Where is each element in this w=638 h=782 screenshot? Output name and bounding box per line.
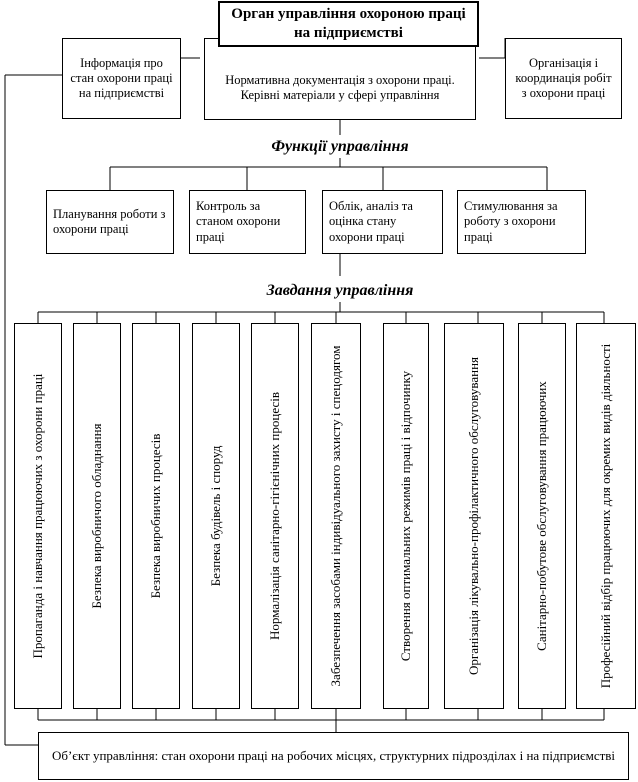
normative-docs-text: Нормативна документація з охорони праці. Керівні матеріали у сфері управління [225,72,455,102]
task-text: Нормалізація санітарно-гігієнічних процесів [266,392,282,640]
task-text: Безпека виробничих процесів [147,433,163,599]
task-column-process-safety [132,323,180,709]
management-body-title: Орган управління охороною праці на підприємстві [231,6,466,41]
function-box-control [189,190,306,254]
task-text: Забезпечення засобами індивідуального захисту і спецодягом [327,345,343,687]
management-body-title-box [218,1,479,47]
task-text: Організація лікувально-профілактичного обслуговування [465,356,481,676]
task-column-work-rest-regimes [383,323,429,709]
task-text: Санітарно-побутове обслуговування працюючих [533,381,549,651]
task-text: Професійний відбір працюючих для окремих видів діяльності [597,343,613,689]
task-column-professional-selection [576,323,636,709]
task-text: Безпека виробничого обладнання [88,423,104,609]
object-box [38,732,629,780]
functions-heading: Функції управління [271,138,409,155]
organization-box [505,38,622,119]
task-column-protective-equipment [311,323,361,709]
function-box-incentives [457,190,586,254]
task-column-sanitary-hygiene [251,323,299,709]
function-box-planning [46,190,174,254]
task-column-propaganda [14,323,62,709]
task-text: Безпека будівель і споруд [207,445,223,587]
object-text: Об’єкт управління: стан охорони праці на робочих місцях, структурних підрозділах і на підприємстві [51,748,616,764]
normative-docs-box [204,38,476,120]
function-text: Облік, аналіз та оцінка стану охорони праці [329,199,413,244]
task-column-welfare-service [518,323,566,709]
info-box [62,38,181,119]
task-column-equipment-safety [73,323,121,709]
function-text: Контроль за станом охорони праці [196,199,281,244]
task-column-building-safety [192,323,240,709]
info-text: Інформація про стан охорони праці на підприємстві [70,55,173,101]
function-text: Стимулювання за роботу з охорони праці [464,199,558,244]
tasks-heading: Завдання управління [266,282,414,299]
task-text: Пропаганда і навчання працюючих з охорони праці [29,373,45,659]
function-text: Планування роботи з охорони праці [53,206,166,236]
task-column-medical-service [444,323,504,709]
function-box-accounting [322,190,443,254]
task-text: Створення оптимальних режимів праці і відпочинку [397,370,413,662]
organization-text: Організація і координація робіт з охорони праці [515,55,612,101]
